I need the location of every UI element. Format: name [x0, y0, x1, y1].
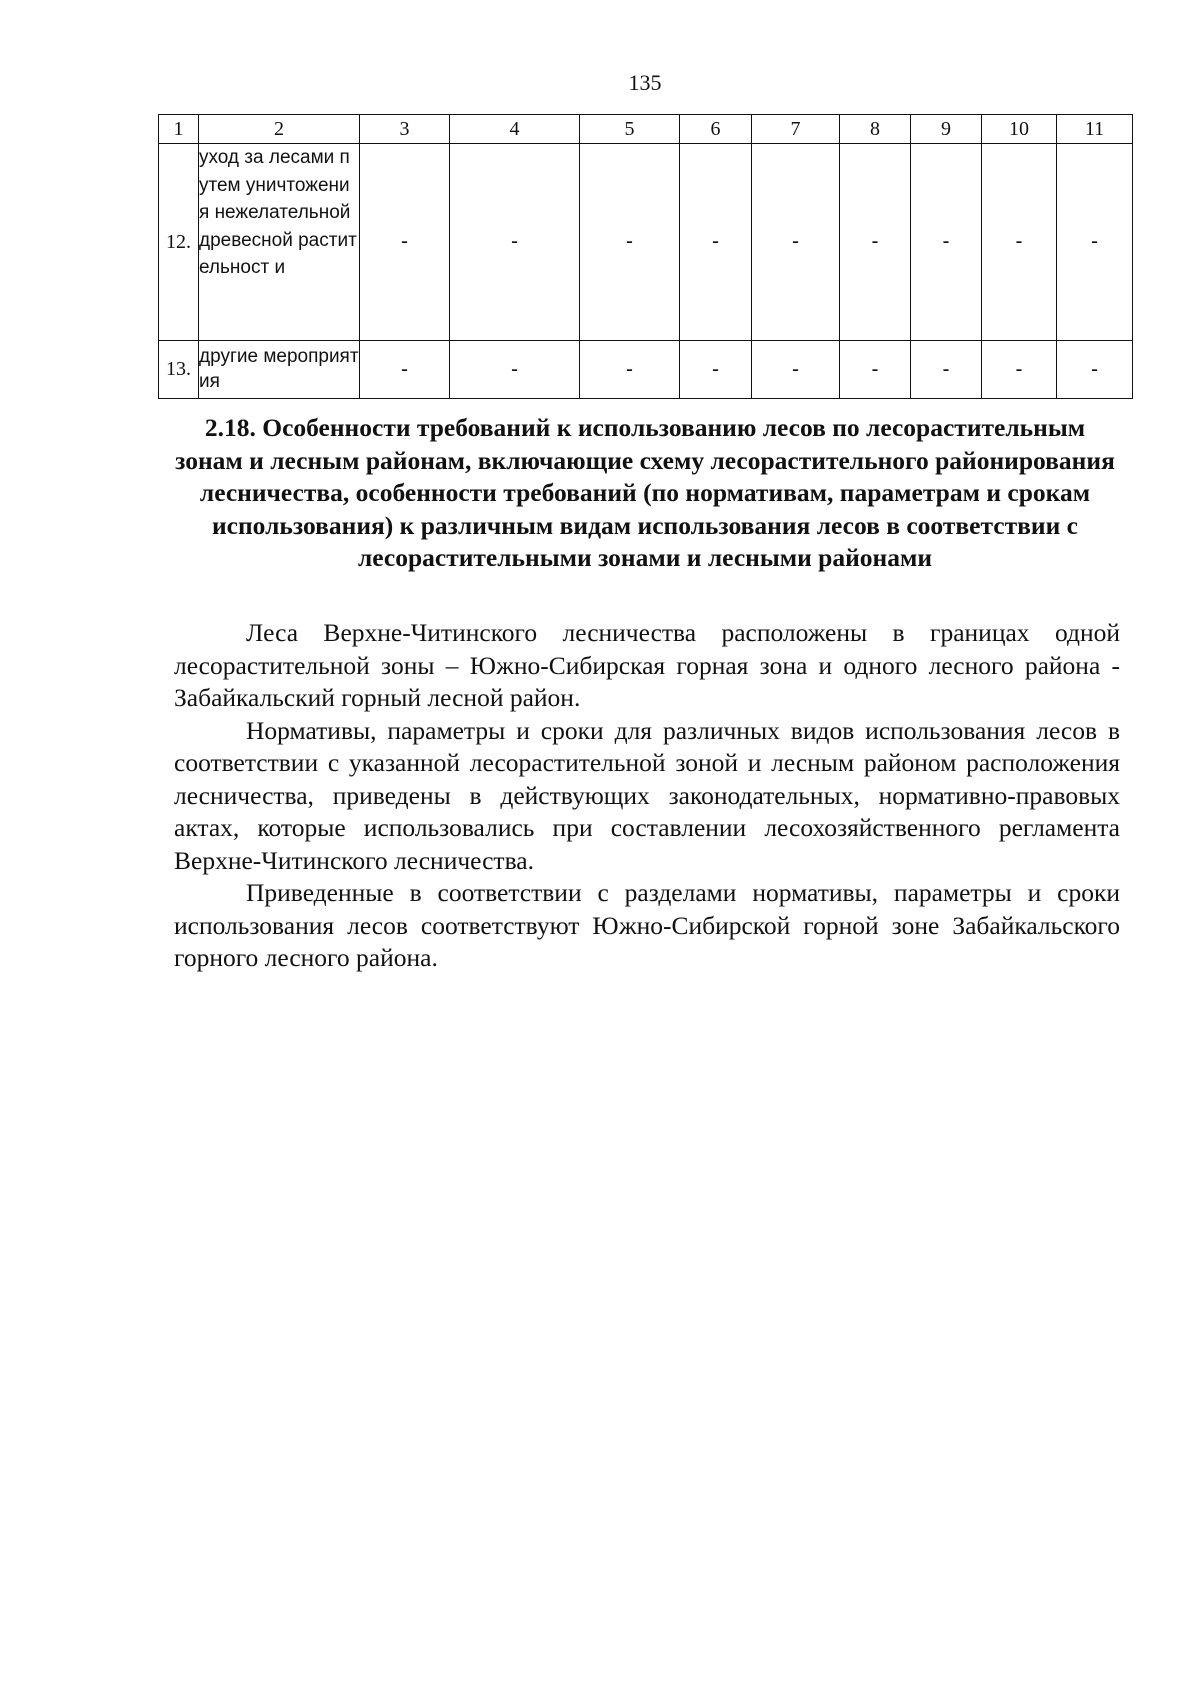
table-cell: - — [1057, 144, 1133, 341]
table-cell: - — [752, 341, 840, 399]
paragraph: Приведенные в соответствии с разделами нормативы, параметры и сроки использования лесов соответствуют Южно-Сибирской горной зоне Забайкальского горного лесного района. — [174, 878, 1120, 972]
section-body — [174, 617, 1120, 975]
column-header: 10 — [982, 115, 1057, 144]
paragraph: Нормативы, параметры и сроки для различных видов использования лесов в соответствии с указанной лесорастительной зоной и лесным районом расположения лесничества, приведены в действующих законодательных, нормативно-правовых актах, которые использовались при составлении лесохозяйственного регламента Верхне-Читинского лесничества. — [174, 715, 1120, 875]
column-header: 5 — [580, 115, 680, 144]
column-header: 8 — [840, 115, 911, 144]
table-cell: - — [360, 341, 450, 399]
column-header: 11 — [1057, 115, 1133, 144]
table-cell: - — [450, 144, 580, 341]
table-cell: - — [580, 341, 680, 399]
page-number: 135 — [628, 70, 662, 95]
table-cell: - — [360, 144, 450, 341]
table-cell: - — [911, 144, 982, 341]
table-row — [159, 341, 1133, 399]
column-header: 3 — [360, 115, 450, 144]
column-header: 1 — [159, 115, 199, 144]
measure-name: другие мероприятия — [199, 341, 360, 399]
column-header: 4 — [450, 115, 580, 144]
column-header: 7 — [752, 115, 840, 144]
forest-measures-table — [158, 114, 1133, 399]
table-header-row — [159, 115, 1133, 144]
table-cell: - — [982, 144, 1057, 341]
row-number: 12. — [159, 144, 199, 341]
table-cell: - — [840, 341, 911, 399]
row-number: 13. — [159, 341, 199, 399]
table-cell: - — [450, 341, 580, 399]
column-header: 6 — [680, 115, 752, 144]
measure-name: уход за лесами путем уничтожения нежелательной древесной растительност и — [199, 144, 360, 341]
table-row — [159, 144, 1133, 341]
table-cell: - — [680, 144, 752, 341]
table-cell: - — [911, 341, 982, 399]
table-cell: - — [982, 341, 1057, 399]
table-cell: - — [1057, 341, 1133, 399]
paragraph: Леса Верхне-Читинского лесничества расположены в границах одной лесорастительной зоны – Южно-Сибирская горная зона и одного лесного района - Забайкальский горный лесной район. — [174, 618, 1120, 712]
table-cell: - — [752, 144, 840, 341]
column-header: 9 — [911, 115, 982, 144]
table-cell: - — [580, 144, 680, 341]
table-cell: - — [680, 341, 752, 399]
column-header: 2 — [199, 115, 360, 144]
table-cell: - — [840, 144, 911, 341]
section-heading: 2.18. Особенности требований к использованию лесов по лесорастительным зонам и лесным районам, включающие схему лесорастительного районирования лесничества, особенности требований (по нормативам, параметрам и срокам использования) к различным видам использования лесов в соответствии с лесорастительными зонами и лесными районами — [175, 413, 1115, 572]
